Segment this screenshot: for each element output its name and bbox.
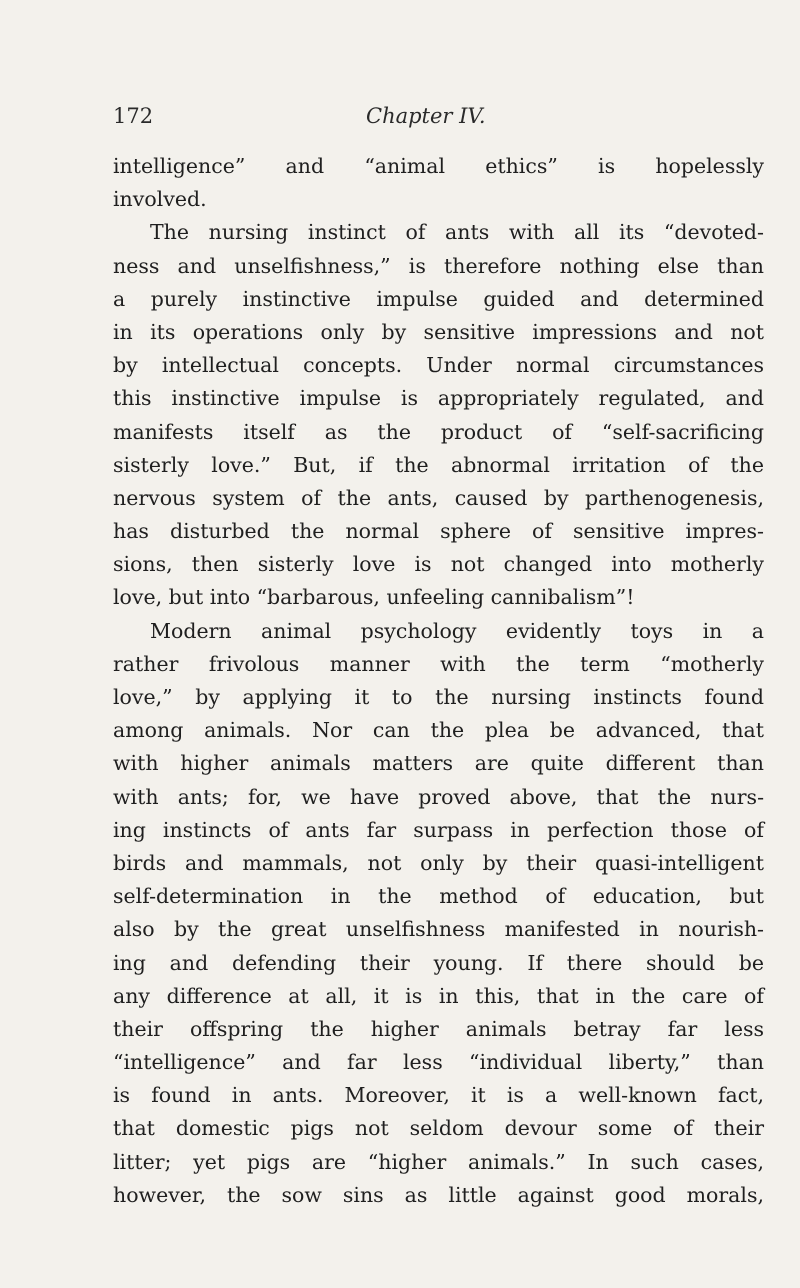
text-line: has disturbed the normal sphere of sensitive impres- <box>113 519 764 544</box>
text-line: Modern animal psychology evidently toys in a <box>150 618 764 643</box>
text-line: involved. <box>113 187 207 212</box>
text-line: by intellectual concepts. Under normal circumstances <box>113 353 764 378</box>
text-line: intelligence” and “animal ethics” is hopelessly <box>113 154 764 178</box>
text-line: “intelligence” and far less “individual liberty,” than <box>113 1050 764 1075</box>
text-line: this instinctive impulse is appropriately regulated, and <box>113 386 764 411</box>
text-line: their offspring the higher animals betray far less <box>113 1016 764 1041</box>
text-line: a purely instinctive impulse guided and determined <box>113 286 764 311</box>
text-line: ing instincts of ants far surpass in perfection those of <box>113 817 764 842</box>
text-line: among animals. Nor can the plea be advanced, that <box>113 718 764 743</box>
text-line: is found in ants. Moreover, it is a well-known fact, <box>113 1083 764 1108</box>
text-line: self-determination in the method of education, but <box>113 884 764 909</box>
text-line: nervous system of the ants, caused by parthenogenesis, <box>113 485 764 510</box>
text-line: that domestic pigs not seldom devour some of their <box>113 1116 764 1141</box>
text-line: love, but into “barbarous, unfeeling cannibalism”! <box>113 585 635 610</box>
chapter-title: Chapter IV. <box>366 104 486 128</box>
page-number: 172 <box>113 104 154 128</box>
text-line: with ants; for, we have proved above, that the nurs- <box>113 784 764 809</box>
text-line: sions, then sisterly love is not changed into motherly <box>113 552 764 577</box>
text-line: litter; yet pigs are “higher animals.” In such cases, <box>113 1149 764 1174</box>
text-line: The nursing instinct of ants with all its “devoted- <box>150 220 764 245</box>
text-line: also by the great unselfishness manifested in nourish- <box>113 917 764 942</box>
text-line: sisterly love.” But, if the abnormal irritation of the <box>113 452 764 477</box>
text-line: any difference at all, it is in this, that in the care of <box>113 983 764 1008</box>
text-line: manifests itself as the product of “self-sacrificing <box>113 419 764 444</box>
text-line: love,” by applying it to the nursing instincts found <box>113 685 764 709</box>
text-line: with higher animals matters are quite different than <box>113 751 764 776</box>
text-line: however, the sow sins as little against good morals, <box>113 1182 764 1207</box>
text-line: rather frivolous manner with the term “motherly <box>113 651 764 676</box>
text-line: in its operations only by sensitive impressions and not <box>113 319 764 344</box>
text-line: ness and unselfishness,” is therefore nothing else than <box>113 253 764 278</box>
body-text <box>113 150 764 1212</box>
running-head <box>113 104 763 134</box>
text-line: ing and defending their young. If there should be <box>113 950 764 975</box>
text-line: birds and mammals, not only by their quasi-intelligent <box>113 850 764 875</box>
